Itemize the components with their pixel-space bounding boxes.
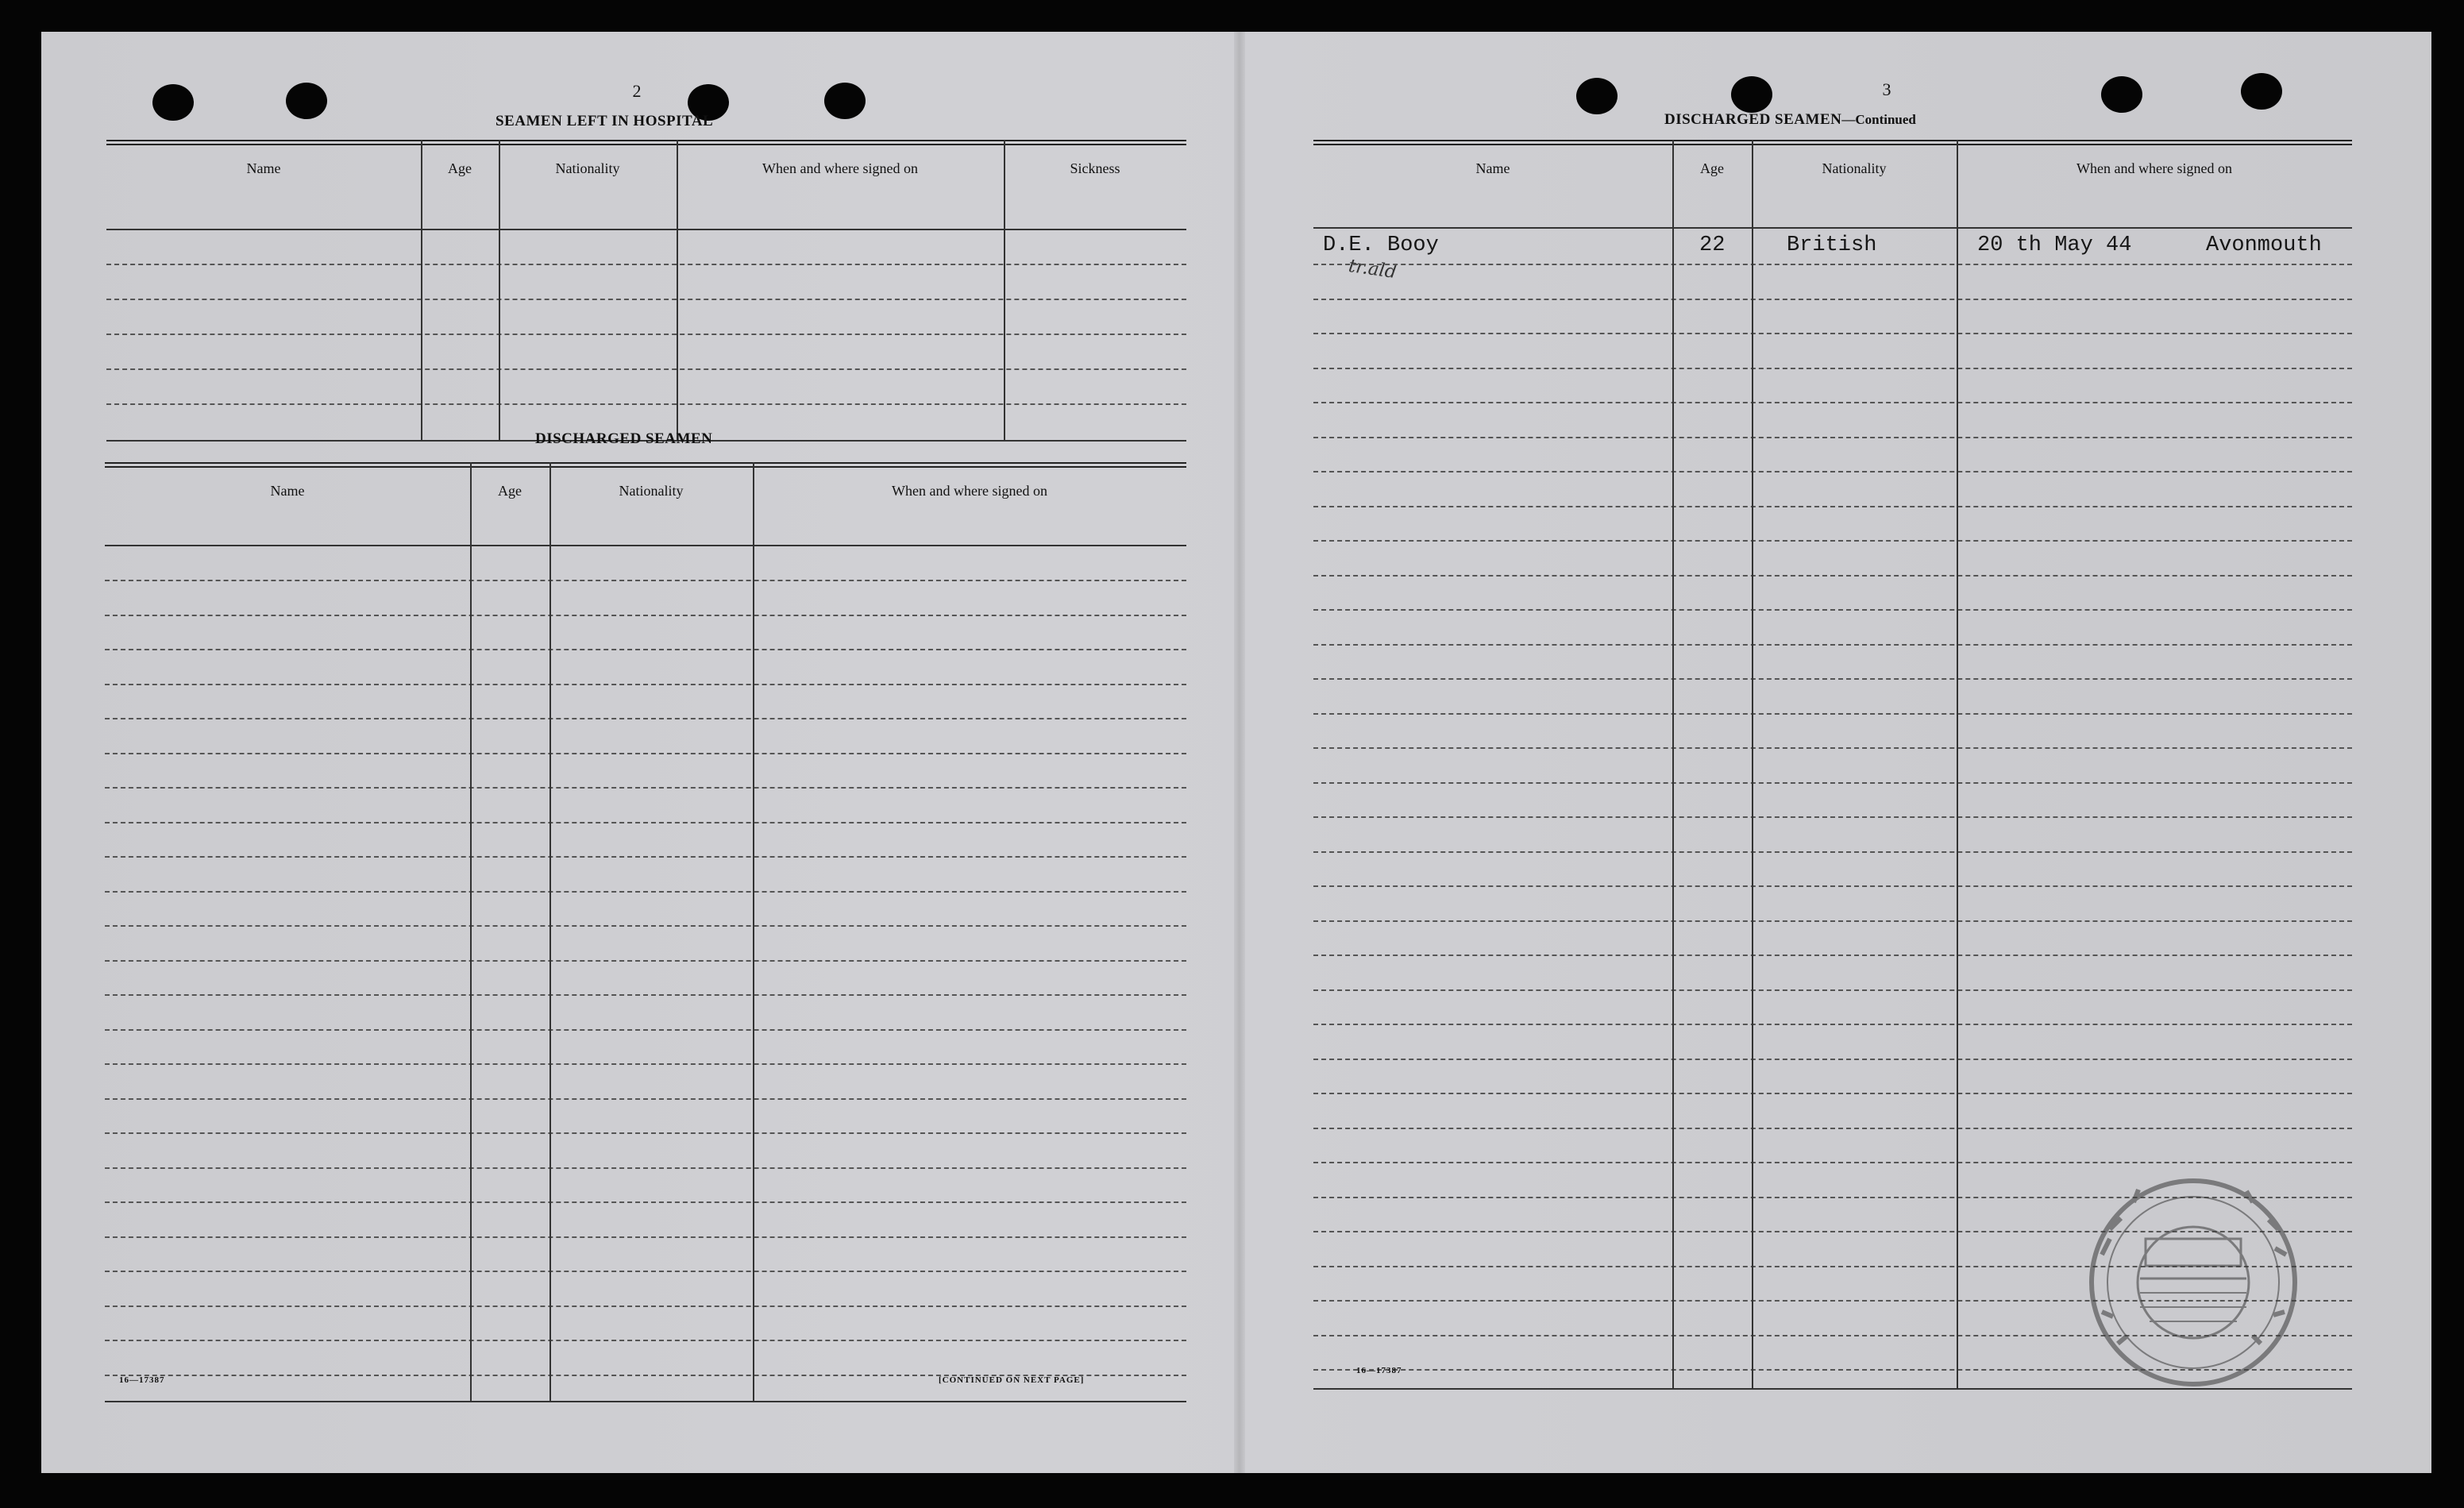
- column-header: Name: [1475, 160, 1510, 176]
- table-bottom-rule: [105, 1401, 1186, 1402]
- row-rule: [105, 649, 1186, 650]
- title-suffix: —Continued: [1841, 112, 1916, 127]
- row-rule: [105, 925, 1186, 927]
- column-header: Nationality: [555, 160, 620, 176]
- column-header: Age: [448, 160, 472, 176]
- official-stamp: [2062, 1167, 2324, 1398]
- row-rule: [1313, 609, 2352, 611]
- row-rule: [105, 580, 1186, 581]
- form-number: 16—17387: [119, 1375, 165, 1385]
- column-divider: [499, 140, 500, 440]
- page-fold: [1234, 32, 1245, 1473]
- row-rule: [1313, 299, 2352, 300]
- header-rule: [1313, 227, 2352, 229]
- row-rule: [1313, 264, 2352, 265]
- row-rule: [105, 994, 1186, 996]
- column-header: Nationality: [619, 483, 684, 499]
- column-header: When and where signed on: [892, 483, 1047, 499]
- row-rule: [105, 1098, 1186, 1100]
- row-rule: [1313, 1093, 2352, 1094]
- entry-age: 22: [1699, 233, 1726, 257]
- title-text: DISCHARGED SEAMEN: [1664, 111, 1842, 128]
- column-divider: [1752, 140, 1753, 1388]
- column-header: Age: [498, 483, 522, 499]
- column-header: Sickness: [1070, 160, 1120, 176]
- row-rule: [1313, 1059, 2352, 1060]
- form-number: 16—17387: [1356, 1366, 1402, 1375]
- row-rule: [1313, 540, 2352, 542]
- row-rule: [1313, 989, 2352, 991]
- row-rule: [1313, 437, 2352, 438]
- table-top-rule: [106, 140, 1186, 145]
- column-header: Name: [270, 483, 305, 499]
- row-rule: [106, 264, 1186, 265]
- row-rule: [106, 334, 1186, 335]
- row-rule: [105, 1236, 1186, 1238]
- row-rule: [1313, 575, 2352, 577]
- row-rule: [105, 1306, 1186, 1307]
- entry-signed-on-place: Avonmouth: [2206, 233, 2322, 257]
- row-rule: [105, 1271, 1186, 1272]
- column-divider: [677, 140, 678, 440]
- row-rule: [105, 615, 1186, 616]
- column-divider: [1957, 140, 1958, 1388]
- row-rule: [105, 753, 1186, 754]
- row-rule: [106, 368, 1186, 370]
- header-rule: [106, 229, 1186, 230]
- left-page: [41, 32, 1232, 1473]
- row-rule: [105, 1132, 1186, 1134]
- row-rule: [105, 856, 1186, 858]
- row-rule: [1313, 1024, 2352, 1025]
- row-rule: [1313, 920, 2352, 922]
- column-divider: [549, 462, 551, 1401]
- row-rule: [105, 891, 1186, 893]
- row-rule: [105, 1029, 1186, 1031]
- row-rule: [1313, 816, 2352, 818]
- row-rule: [1313, 333, 2352, 334]
- table-top-rule: [1313, 140, 2352, 145]
- entry-signed-on-date: 20 th May 44: [1977, 233, 2132, 257]
- row-rule: [105, 1201, 1186, 1203]
- column-header: Nationality: [1822, 160, 1887, 176]
- row-rule: [105, 822, 1186, 823]
- row-rule: [105, 718, 1186, 719]
- column-divider: [470, 462, 472, 1401]
- row-rule: [1313, 678, 2352, 680]
- row-rule: [105, 960, 1186, 962]
- row-rule: [1313, 368, 2352, 369]
- row-rule: [1313, 713, 2352, 715]
- handwritten-note: tr.ald: [1347, 255, 1398, 283]
- page-number: 2: [632, 81, 642, 101]
- row-rule: [1313, 1128, 2352, 1129]
- row-rule: [1313, 402, 2352, 403]
- row-rule: [1313, 747, 2352, 749]
- row-rule: [1313, 644, 2352, 646]
- column-divider: [1672, 140, 1674, 1388]
- row-rule: [106, 299, 1186, 300]
- row-rule: [105, 684, 1186, 685]
- section-title-discharged: DISCHARGED SEAMEN: [535, 430, 713, 447]
- page-number: 3: [1882, 79, 1891, 99]
- document-sheet: [41, 32, 2431, 1473]
- row-rule: [105, 787, 1186, 789]
- column-header: Age: [1700, 160, 1724, 176]
- continued-note: [CONTINUED ON NEXT PAGE]: [939, 1375, 1085, 1385]
- header-rule: [105, 545, 1186, 546]
- row-rule: [1313, 1162, 2352, 1163]
- column-header: Name: [246, 160, 281, 176]
- row-rule: [105, 1340, 1186, 1341]
- column-header: When and where signed on: [2076, 160, 2232, 176]
- row-rule: [1313, 885, 2352, 887]
- row-rule: [1313, 506, 2352, 507]
- row-rule: [106, 403, 1186, 405]
- column-header: When and where signed on: [762, 160, 918, 176]
- row-rule: [1313, 782, 2352, 784]
- row-rule: [105, 1167, 1186, 1169]
- table-top-rule: [105, 462, 1186, 468]
- row-rule: [1313, 851, 2352, 853]
- column-divider: [1004, 140, 1005, 440]
- row-rule: [105, 1063, 1186, 1065]
- column-divider: [753, 462, 754, 1401]
- row-rule: [1313, 955, 2352, 956]
- section-title-hospital: SEAMEN LEFT IN HOSPITAL: [495, 113, 714, 129]
- section-title-discharged-continued: [1664, 111, 1916, 129]
- column-divider: [421, 140, 422, 440]
- entry-nationality: British: [1787, 233, 1877, 257]
- discharged-table: [105, 462, 1186, 1404]
- row-rule: [1313, 471, 2352, 472]
- entry-name: D.E. Booy: [1323, 233, 1439, 257]
